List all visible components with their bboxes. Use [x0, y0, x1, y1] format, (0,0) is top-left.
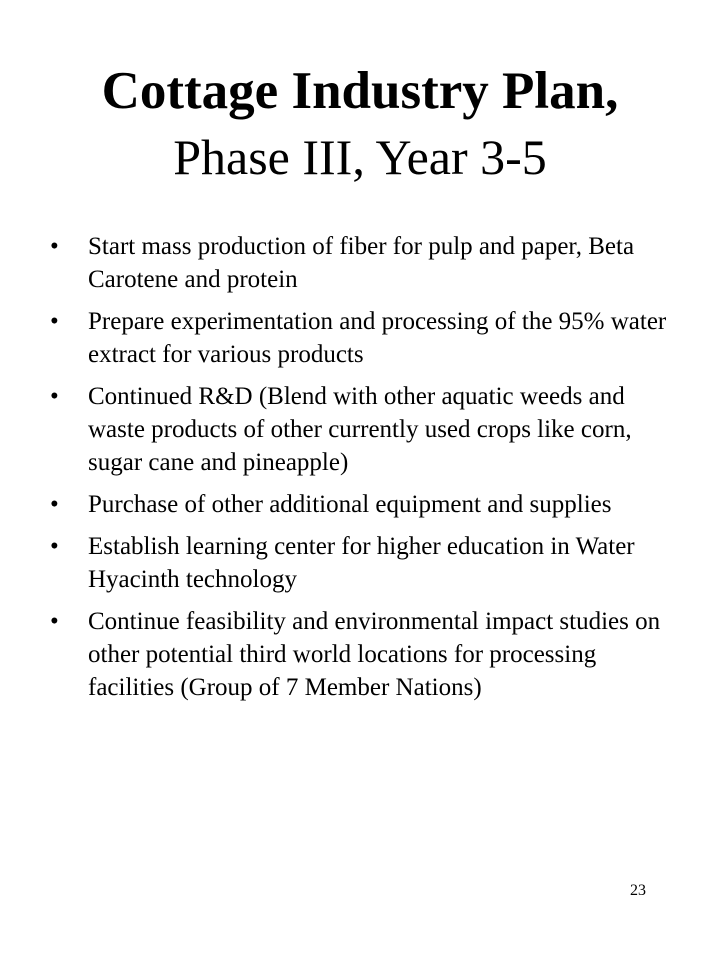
- bullet-text: Purchase of other additional equipment and supplies: [88, 491, 612, 518]
- bullet-item: [50, 380, 670, 479]
- bullet-text: Establish learning center for higher education in Water Hyacinth technology: [88, 533, 635, 593]
- slide-title: [0, 58, 720, 190]
- bullet-text: Continue feasibility and environmental impact studies on other potential third world locations for processing facilities (Group of 7 Member Nations): [88, 608, 661, 701]
- page-number: 23: [630, 882, 646, 899]
- bullet-text: Prepare experimentation and processing of the 95% water extract for various products: [88, 308, 667, 368]
- bullet-item: [50, 605, 670, 704]
- bullet-icon: •: [50, 533, 59, 560]
- bullet-icon: •: [50, 383, 59, 410]
- slide-title-main: Cottage Industry Plan,: [101, 62, 619, 120]
- bullet-item: [50, 230, 670, 296]
- bullet-item: [50, 305, 670, 371]
- bullet-text: Start mass production of fiber for pulp and paper, Beta Carotene and protein: [88, 233, 635, 293]
- bullet-item: [50, 488, 670, 521]
- bullet-icon: •: [50, 233, 59, 260]
- bullet-icon: •: [50, 608, 59, 635]
- bullet-list: [50, 230, 670, 713]
- bullet-text: Continued R&D (Blend with other aquatic weeds and waste products of other currently used crops like corn, sugar cane and pineapple): [88, 383, 632, 476]
- slide-title-phase: Phase III, Year 3-5: [173, 129, 547, 185]
- bullet-icon: •: [50, 308, 59, 335]
- bullet-item: [50, 530, 670, 596]
- bullet-icon: •: [50, 491, 59, 518]
